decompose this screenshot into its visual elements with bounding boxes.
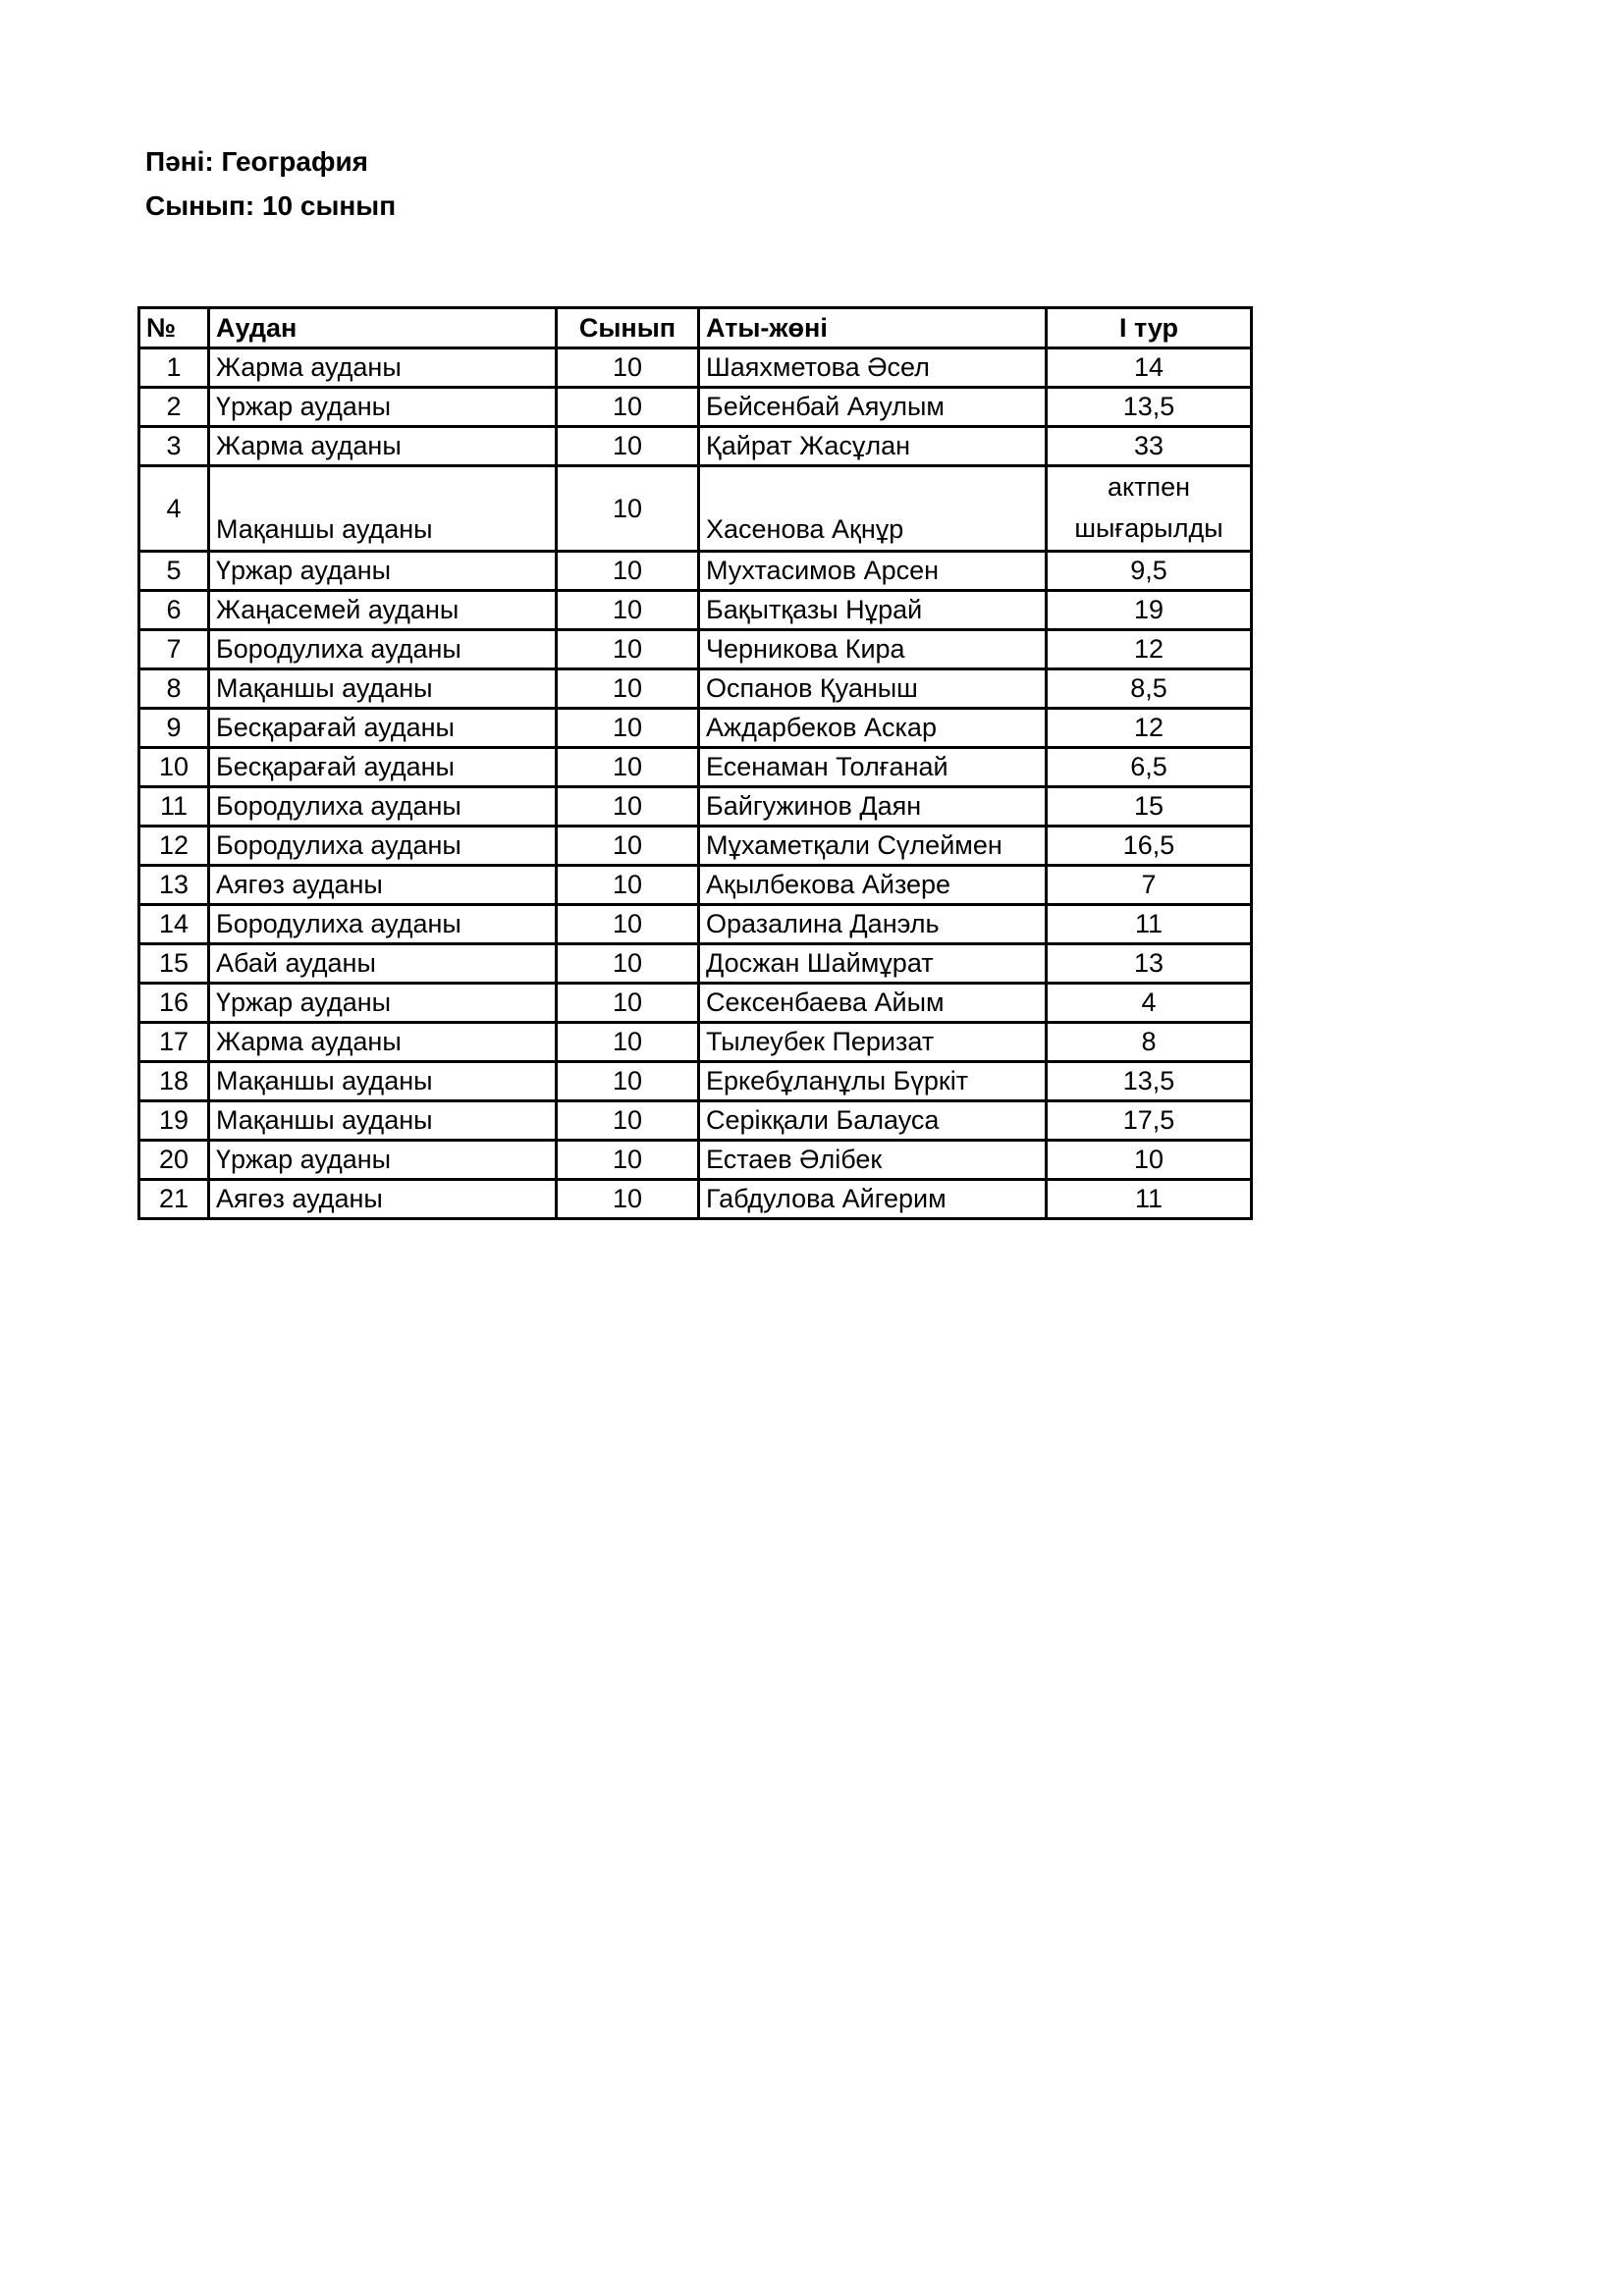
grade-cell: 10 [557,348,699,388]
district-cell: Бесқарағай ауданы [209,708,557,747]
name-cell: Тылеубек Перизат [699,1022,1047,1061]
district-cell: Үржар ауданы [209,388,557,427]
row-number-cell: 4 [139,466,209,552]
district-cell: Бесқарағай ауданы [209,747,557,786]
name-cell: Габдулова Айгерим [699,1179,1047,1218]
district-cell: Үржар ауданы [209,551,557,590]
name-cell: Сексенбаева Айым [699,983,1047,1022]
row-number-cell: 1 [139,348,209,388]
name-cell: Досжан Шаймұрат [699,943,1047,983]
district-cell: Үржар ауданы [209,1140,557,1179]
name-cell: Серікқали Балауса [699,1100,1047,1140]
row-number-cell: 7 [139,629,209,668]
name-cell: Оразалина Данэль [699,904,1047,943]
district-cell: Жарма ауданы [209,427,557,466]
grade-cell: 10 [557,1022,699,1061]
district-cell: Бородулиха ауданы [209,904,557,943]
score-cell: 12 [1047,629,1252,668]
district-cell: Мақаншы ауданы [209,466,557,552]
name-cell: Қайрат Жасұлан [699,427,1047,466]
score-cell: 13 [1047,943,1252,983]
grade-cell: 10 [557,1061,699,1100]
grade-cell: 10 [557,943,699,983]
table-header-row [139,308,1252,348]
district-cell: Бородулиха ауданы [209,786,557,826]
row-number-cell: 16 [139,983,209,1022]
score-cell: 15 [1047,786,1252,826]
score-cell: 4 [1047,983,1252,1022]
district-cell: Мақаншы ауданы [209,668,557,708]
grade-cell: 10 [557,629,699,668]
table-row [139,747,1252,786]
grade-cell: 10 [557,904,699,943]
district-cell: Бородулиха ауданы [209,629,557,668]
table-row [139,786,1252,826]
score-cell: 8 [1047,1022,1252,1061]
row-number-cell: 18 [139,1061,209,1100]
col-header-name: Аты-жөні [699,308,1047,348]
score-cell: актпен шығарылды [1047,466,1252,552]
score-cell: 10 [1047,1140,1252,1179]
name-cell: Ақылбекова Айзере [699,865,1047,904]
score-cell: 11 [1047,1179,1252,1218]
name-cell: Оспанов Қуаныш [699,668,1047,708]
table-row [139,388,1252,427]
district-cell: Жарма ауданы [209,1022,557,1061]
subject-line: Пәні: География [145,146,369,177]
col-header-number: № [139,308,209,348]
table-row [139,590,1252,629]
name-cell: Аждарбеков Аскар [699,708,1047,747]
score-cell: 9,5 [1047,551,1252,590]
score-cell: 17,5 [1047,1100,1252,1140]
name-cell: Есенаман Толғанай [699,747,1047,786]
name-cell: Хасенова Ақнұр [699,466,1047,552]
name-cell: Шаяхметова Әсел [699,348,1047,388]
row-number-cell: 21 [139,1179,209,1218]
name-cell: Байгужинов Даян [699,786,1047,826]
row-number-cell: 19 [139,1100,209,1140]
col-header-round1: І тур [1047,308,1252,348]
table-header [139,308,1252,348]
score-cell: 14 [1047,348,1252,388]
grade-cell: 10 [557,865,699,904]
score-cell: 11 [1047,904,1252,943]
district-cell: Аягөз ауданы [209,865,557,904]
grade-cell: 10 [557,1179,699,1218]
grade-cell: 10 [557,747,699,786]
row-number-cell: 11 [139,786,209,826]
row-number-cell: 17 [139,1022,209,1061]
row-number-cell: 10 [139,747,209,786]
row-number-cell: 13 [139,865,209,904]
district-cell: Мақаншы ауданы [209,1061,557,1100]
row-number-cell: 12 [139,826,209,865]
district-cell: Абай ауданы [209,943,557,983]
row-number-cell: 15 [139,943,209,983]
grade-cell: 10 [557,708,699,747]
row-number-cell: 6 [139,590,209,629]
grade-cell: 10 [557,551,699,590]
district-cell: Жарма ауданы [209,348,557,388]
grade-cell: 10 [557,1100,699,1140]
score-cell: 19 [1047,590,1252,629]
row-number-cell: 20 [139,1140,209,1179]
name-cell: Черникова Кира [699,629,1047,668]
score-cell: 6,5 [1047,747,1252,786]
table-row [139,983,1252,1022]
district-cell: Мақаншы ауданы [209,1100,557,1140]
table-row [139,943,1252,983]
grade-cell: 10 [557,427,699,466]
grade-cell: 10 [557,668,699,708]
row-number-cell: 3 [139,427,209,466]
doc-header [145,139,396,228]
table-body [139,348,1252,1219]
table-row [139,348,1252,388]
name-cell: Бейсенбай Аяулым [699,388,1047,427]
table-row [139,865,1252,904]
row-number-cell: 2 [139,388,209,427]
class-line: Сынып: 10 сынып [145,190,397,221]
name-cell: Бақытқазы Нұрай [699,590,1047,629]
grade-cell: 10 [557,983,699,1022]
table-row [139,629,1252,668]
table-row [139,1179,1252,1218]
grade-cell: 10 [557,466,699,552]
name-cell: Мухтасимов Арсен [699,551,1047,590]
name-cell: Еркебұланұлы Бүркіт [699,1061,1047,1100]
district-cell: Бородулиха ауданы [209,826,557,865]
name-cell: Естаев Әлібек [699,1140,1047,1179]
table-row [139,1100,1252,1140]
row-number-cell: 9 [139,708,209,747]
table-row [139,466,1252,552]
row-number-cell: 8 [139,668,209,708]
grade-cell: 10 [557,786,699,826]
row-number-cell: 5 [139,551,209,590]
table-row [139,1022,1252,1061]
grade-cell: 10 [557,388,699,427]
district-cell: Жаңасемей ауданы [209,590,557,629]
score-cell: 13,5 [1047,1061,1252,1100]
table-row [139,1140,1252,1179]
score-cell: 33 [1047,427,1252,466]
table-row [139,551,1252,590]
table-row [139,668,1252,708]
name-cell: Мұхаметқали Сүлеймен [699,826,1047,865]
grade-cell: 10 [557,590,699,629]
table-row [139,708,1252,747]
col-header-grade: Сынып [557,308,699,348]
table-row [139,1061,1252,1100]
score-cell: 13,5 [1047,388,1252,427]
results-table [137,306,1253,1220]
col-header-district: Аудан [209,308,557,348]
district-cell: Үржар ауданы [209,983,557,1022]
table-row [139,427,1252,466]
score-cell: 16,5 [1047,826,1252,865]
score-cell: 12 [1047,708,1252,747]
row-number-cell: 14 [139,904,209,943]
grade-cell: 10 [557,826,699,865]
district-cell: Аягөз ауданы [209,1179,557,1218]
table-row [139,826,1252,865]
grade-cell: 10 [557,1140,699,1179]
score-cell: 7 [1047,865,1252,904]
table-row [139,904,1252,943]
score-cell: 8,5 [1047,668,1252,708]
